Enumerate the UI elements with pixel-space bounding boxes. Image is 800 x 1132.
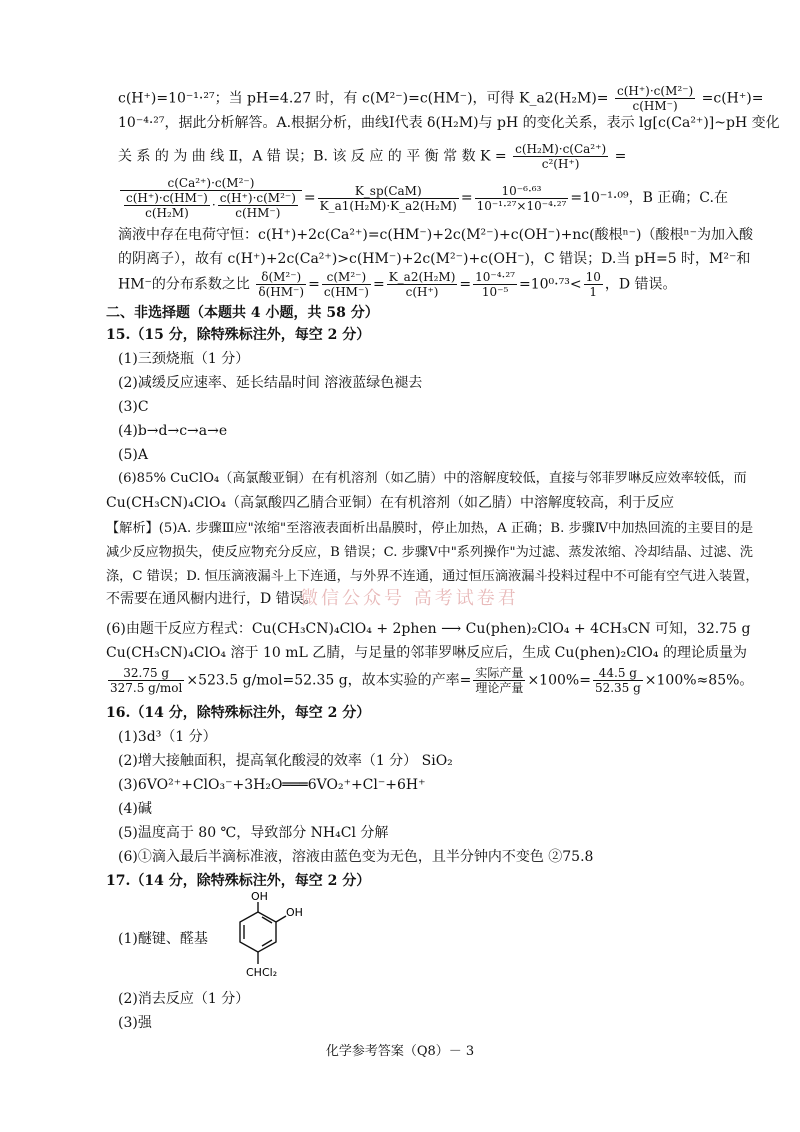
text-segment: =c(H⁺)= [701, 90, 764, 107]
analysis-line-1 [118, 84, 764, 113]
denominator: c(HM⁻) [323, 285, 369, 299]
q16-answer-1: (1)3d³（1 分） [118, 729, 217, 745]
denominator: 理论产量 [475, 681, 524, 695]
numerator: δ(M²⁻) [256, 270, 306, 285]
numerator: K_sp(CaM) [318, 184, 459, 199]
q15-answer-3: (3)C [118, 399, 149, 415]
analysis-line-5: 滴液中存在电荷守恒：c(H⁺)+2c(Ca²⁺)=c(HM⁻)+2c(M²⁻)+c(OH⁻)+nc(酸根ⁿ⁻)（酸根ⁿ⁻为加入酸 [118, 227, 753, 243]
text-segment: ×100%≈85%。 [644, 672, 754, 689]
text-segment: = [614, 148, 627, 165]
fraction [513, 142, 608, 171]
q16-answer-2: (2)增大接触面积，提高氧化酸浸的效率（1 分） SiO₂ [118, 753, 453, 769]
numerator: c(H⁺)·c(HM⁻) [126, 191, 208, 205]
text-segment: c(H⁺)=10⁻¹·²⁷；当 pH=4.27 时，有 c(M²⁻)=c(HM⁻)，可得 K_a2(H₂M)= [118, 90, 609, 107]
reaction-scheme [118, 920, 758, 1020]
q17-heading: 17.（14 分，除特殊标注外，每空 2 分） [106, 873, 371, 889]
q17-answer-3: (3)强 [118, 1015, 152, 1031]
denominator: c(H₂M) [145, 206, 189, 220]
watermark: 微信公众号 高考试卷君 [300, 588, 519, 609]
text-segment: ×100%= [527, 672, 591, 689]
denominator: c²(H⁺) [541, 157, 580, 171]
text-segment: HM⁻的分布系数之比 [118, 276, 250, 293]
text-segment: 关 系 的 为 曲 线 Ⅱ，A 错 误；B. 该 反 应 的 平 衡 常 数 K = [118, 148, 507, 165]
numerator: c(Ca²⁺)·c(M²⁻) [120, 176, 302, 191]
q15-answer-6a: (6)85% CuClO₄（高氯酸亚铜）在有机溶剂（如乙腈）中的溶解度较低，直接与邻菲罗啉反应效率较低，而 [118, 471, 747, 486]
q15-answer-5: (5)A [118, 447, 148, 463]
chcl2-label: CHCl₂ [246, 966, 278, 979]
text-segment: ，D 错误。 [604, 276, 677, 293]
q17-answer-2: (2)消去反应（1 分） [118, 991, 250, 1007]
text-segment: =10⁻¹·⁰⁹，B 正确；C.在 [570, 190, 728, 206]
denominator: δ(HM⁻) [258, 285, 305, 299]
denominator: 52.35 g [594, 681, 641, 695]
text-segment: ×523.5 g/mol=52.35 g，故本实验的产率= [186, 672, 472, 689]
numerator: c(H⁺)·c(M²⁻) [219, 191, 296, 205]
q16-answer-4: (4)碱 [118, 801, 152, 817]
fraction [124, 191, 210, 220]
q15-answer-6b: Cu(CH₃CN)₄ClO₄（高氯酸四乙腈合亚铜）在有机溶剂（如乙腈）中溶解度较高，利于反应 [106, 495, 675, 511]
q16-answer-5: (5)温度高于 80 ℃，导致部分 NH₄Cl 分解 [118, 825, 389, 841]
denominator: 10⁻¹·²⁷×10⁻⁴·²⁷ [476, 198, 567, 213]
numerator: 10 [585, 270, 601, 284]
fraction [475, 184, 569, 213]
page-footer: 化学参考答案（Q8）－ 3 [325, 1044, 475, 1059]
denominator: 327.5 g/mol [110, 681, 183, 695]
fraction [473, 270, 517, 299]
fraction [473, 666, 525, 695]
numerator: 32.75 g [108, 666, 184, 681]
denominator: K_a1(H₂M)·K_a2(H₂M) [319, 198, 457, 213]
oh-right-label: OH [286, 906, 303, 919]
fraction [318, 184, 459, 213]
q15-explanation-7 [106, 666, 752, 695]
q15-explanation-1: 【解析】(5)A. 步骤Ⅲ应"浓缩"至溶液表面析出晶膜时，停止加热，A 正确；B. 步骤Ⅳ中加热回流的主要目的是 [106, 521, 754, 536]
text-segment: =10⁰·⁷³< [519, 276, 582, 293]
compound-fraction [120, 176, 302, 220]
fraction [615, 84, 695, 113]
numerator: c(M²⁻) [322, 270, 371, 285]
denominator: 1 [589, 285, 598, 299]
denominator: c(HM⁻) [632, 99, 678, 113]
q15-answer-1: (1)三颈烧瓶（1 分） [118, 351, 250, 367]
q16-heading: 16.（14 分，除特殊标注外，每空 2 分） [106, 705, 371, 721]
analysis-line-4: c(Ca²⁺)·c(M²⁻) $\frac{c(H^+)\cdot c(HM^-)}{\text{c(H₂M)}}$ · $\frac{\text{c(H⁺)·c(M²⁻)}}{c(HM^-)}$ = $\frac{\text{K\_sp(CaM)}}{\text{K\_a1(H₂M)·K\_a2(H₂M)}}$ = $\frac{\text{10⁻⁶·⁶³}}{\text{10⁻¹·²⁷×10⁻⁴·²⁷}}$ =10⁻¹·⁰⁹，B 正确；C.在 [118, 176, 752, 220]
numerator: K_a2(H₂M) [388, 270, 456, 284]
numerator: c(H₂M)·c(Ca²⁺) [515, 142, 607, 156]
q15-answer-4: (4)b→d→c→a→e [118, 423, 228, 439]
fraction [108, 666, 184, 695]
q16-answer-6: (6)①滴入最后半滴标准液，溶液由蓝色变为无色，且半分钟内不变色 ②75.8 [118, 849, 594, 865]
q15-answer-2: (2)减缓反应速率、延长结晶时间 溶液蓝绿色褪去 [118, 375, 423, 391]
fraction [322, 270, 371, 299]
q15-heading: 15.（15 分，除特殊标注外，每空 2 分） [106, 327, 371, 343]
fraction [256, 270, 306, 299]
q15-explanation-2: 减少反应物损失，使反应物充分反应，B 错误；C. 步骤Ⅴ中"系列操作"为过滤、蒸发浓缩、冷却结晶、过滤、洗 [106, 545, 753, 560]
denominator: 10⁻⁵ [481, 285, 509, 299]
q15-explanation-3: 涤，C 错误；D. 恒压滴液漏斗上下连通，与外界不连通，通过恒压滴液漏斗投料过程中不可能有空气进入装置， [106, 569, 759, 584]
denominator: $\frac{c(H^+)\cdot c(HM^-)}{\text{c(H₂M)}}$ · $\frac{\text{c(H⁺)·c(M²⁻)}}{c(HM^-)}$ [126, 191, 296, 220]
numerator: 44.5 g [593, 666, 643, 681]
denominator: c(H⁺) [405, 285, 439, 299]
numerator: 10⁻⁴·²⁷ [475, 270, 515, 284]
analysis-line-7: HM⁻的分布系数之比 $\frac{\text{δ(M²⁻)}}{\delta(HM^-)}$ = $\frac{\text{c(M²⁻)}}{c(HM^-)}$ = $\frac{\text{K\_a2(H₂M)}}{c(H^+)}$ = $\frac{\text{10⁻⁴·²⁷}}{\text{10⁻⁵}}$ =10⁰·⁷³< $\frac{10}{1}$ ，D 错误。 [118, 270, 677, 299]
fraction [584, 270, 603, 299]
q15-explanation-4: 不需要在通风橱内进行，D 错误。 [106, 591, 318, 607]
oh-top-label: OH [251, 890, 268, 903]
q15-explanation-5: (6)由题干反应方程式：Cu(CH₃CN)₄ClO₄ + 2phen ⟶ Cu(phen)₂ClO₄ + 4CH₃CN 可知，32.75 g [106, 621, 751, 637]
fraction [218, 191, 298, 220]
numerator: 实际产量 [475, 666, 524, 680]
denominator: c(HM⁻) [235, 206, 281, 220]
numerator: c(H⁺)·c(M²⁻) [616, 84, 694, 98]
numerator: 10⁻⁶·⁶³ [475, 184, 569, 199]
fraction [593, 666, 643, 695]
q16-answer-3: (3)6VO²⁺+ClO₃⁻+3H₂O═══6VO₂⁺+Cl⁻+6H⁺ [118, 777, 426, 793]
q15-explanation-6: Cu(CH₃CN)₄ClO₄ 溶于 10 mL 乙腈，与足量的邻菲罗啉反应后，生成 Cu(phen)₂ClO₄ 的理论质量为 [106, 645, 747, 661]
section-heading: 二、非选择题（本题共 4 小题，共 58 分） [106, 305, 379, 321]
analysis-line-2: 10⁻⁴·²⁷，据此分析解答。A.根据分析，曲线Ⅰ代表 δ(H₂M)与 pH 的变化关系，表示 lg[c(Ca²⁺)]~pH 变化 [118, 115, 780, 131]
fraction [387, 270, 458, 299]
q17-answer-1: (1)醚键、醛基 [118, 931, 208, 947]
analysis-line-3 [118, 142, 752, 171]
analysis-line-6: 的阴离子），故有 c(H⁺)+2c(Ca²⁺)>c(HM⁻)+2c(M²⁻)+c(OH⁻)，C 错误；D.当 pH=5 时，M²⁻和 [118, 251, 751, 267]
